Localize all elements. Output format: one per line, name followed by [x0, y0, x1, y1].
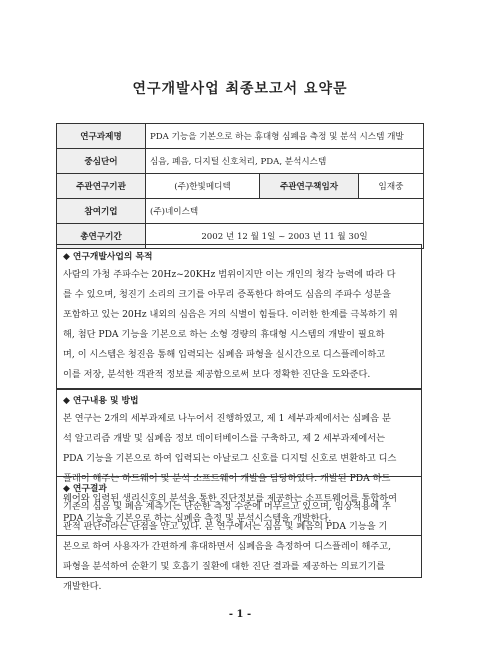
page-number: - 1 -	[228, 609, 252, 620]
paragraph-line: 개발한다.	[63, 581, 102, 592]
paragraph-line: 해, 첨단 PDA 기능을 기본으로 하는 소형 경량의 휴대형 시스템의 개발이 필요하	[63, 329, 385, 340]
participant-value: (주)네이스텍	[146, 199, 424, 224]
table-row	[57, 174, 424, 199]
paragraph-line: 본으로 하여 사용자가 간편하게 휴대하면서 심폐음을 측정하여 디스플레이 해주고,	[63, 541, 392, 552]
paragraph-line: 파형을 분석하여 순환기 및 호흡기 질환에 대한 진단 결과를 제공하는 의료기기를	[63, 561, 386, 572]
keywords-value: 심음, 폐음, 디지털 신호처리, PDA, 분석시스템	[146, 149, 424, 174]
lead-researcher-value: 임재중	[359, 174, 424, 199]
table-row	[57, 149, 424, 174]
paragraph-line: 포함하고 있는 20Hz 내외의 심음은 거의 식별이 힘들다. 이러한 한계를 극복하기 위	[63, 309, 398, 320]
project-info-table	[56, 123, 424, 249]
section-results	[56, 476, 422, 592]
paragraph-line: 며, 이 시스템은 청진음 통해 입력되는 심폐음 파형을 실시간으로 디스플레이하고	[63, 349, 386, 360]
paragraph-line: 본 연구는 2개의 세부과제로 나누어서 진행하였고, 제 1 세부과제에서는 심폐음 분	[63, 413, 391, 424]
paragraph-line: PDA 기능을 기본으로 하여 입력되는 아날로그 신호를 디지털 신호로 변환하고 디스	[63, 453, 397, 464]
page-title: 연구개발사업 최종보고서 요약문	[132, 81, 348, 97]
paragraph-line: 를 수 있으며, 청진기 소리의 크기를 아무리 증폭한다 하여도 심음의 주파수 성분을	[63, 289, 391, 300]
diamond-bullet-icon: ◆	[63, 396, 70, 406]
paragraph-line: PDA 기능을 기본으로 하는 심폐음 측정 및 분석시스템을 개발한다.	[63, 513, 332, 524]
lead-researcher-label: 주관연구책임자	[260, 174, 359, 199]
table-row	[57, 199, 424, 224]
period-value: 2002 년 12 월 1일 ~ 2003 년 11 월 30일	[146, 224, 424, 249]
lead-org-label: 주관연구기관	[57, 174, 146, 199]
period-label: 총연구기간	[57, 224, 146, 249]
diamond-bullet-icon: ◆	[63, 252, 70, 262]
section-heading: 연구내용 및 방법	[72, 396, 139, 406]
section-heading: 연구개발사업의 목적	[72, 252, 153, 262]
keywords-label: 중심단어	[57, 149, 146, 174]
participant-label: 참여기업	[57, 199, 146, 224]
paragraph-line: 플레이 해주는 하드웨어 및 분석 소프트웨어 개발을 담당하였다. 개발된 PDA 하드	[63, 473, 391, 484]
paragraph-line: 석 알고리즘 개발 및 심폐음 정보 데이터베이스를 구축하고, 제 2 세부과제에서는	[63, 433, 385, 444]
paragraph-line: 웨어와 입력된 생리신호의 분석을 통한 진단정보를 제공하는 소프트웨어를 통합하여	[63, 493, 397, 504]
project-title-value: PDA 기능을 기본으로 하는 휴대형 심폐음 측정 및 분석 시스템 개발	[146, 124, 424, 149]
project-title-label: 연구과제명	[57, 124, 146, 149]
table-row	[57, 124, 424, 149]
paragraph-line: 사람의 가청 주파수는 20Hz~20KHz 범위이지만 이는 개인의 청각 능력에 따라 다	[63, 269, 396, 280]
section-heading: 연구결과	[72, 484, 107, 494]
paragraph-line: 관적 판단이라는 단점을 안고 있다. 본 연구에서는 심음 및 폐음의 PDA 기능을 기	[63, 521, 388, 532]
paragraph-line: 기존의 심음 및 폐음 계측기는 단순한 측정 수준에 머무르고 있으며, 임상적용에 주	[63, 501, 391, 512]
diamond-bullet-icon: ◆	[63, 484, 70, 494]
lead-org-value: (주)한빛메디텍	[146, 174, 260, 199]
section-purpose	[56, 244, 422, 390]
paragraph-line: 이를 저장, 분석한 객관적 정보를 제공함으로써 보다 정확한 진단을 도와준다.	[63, 369, 371, 380]
